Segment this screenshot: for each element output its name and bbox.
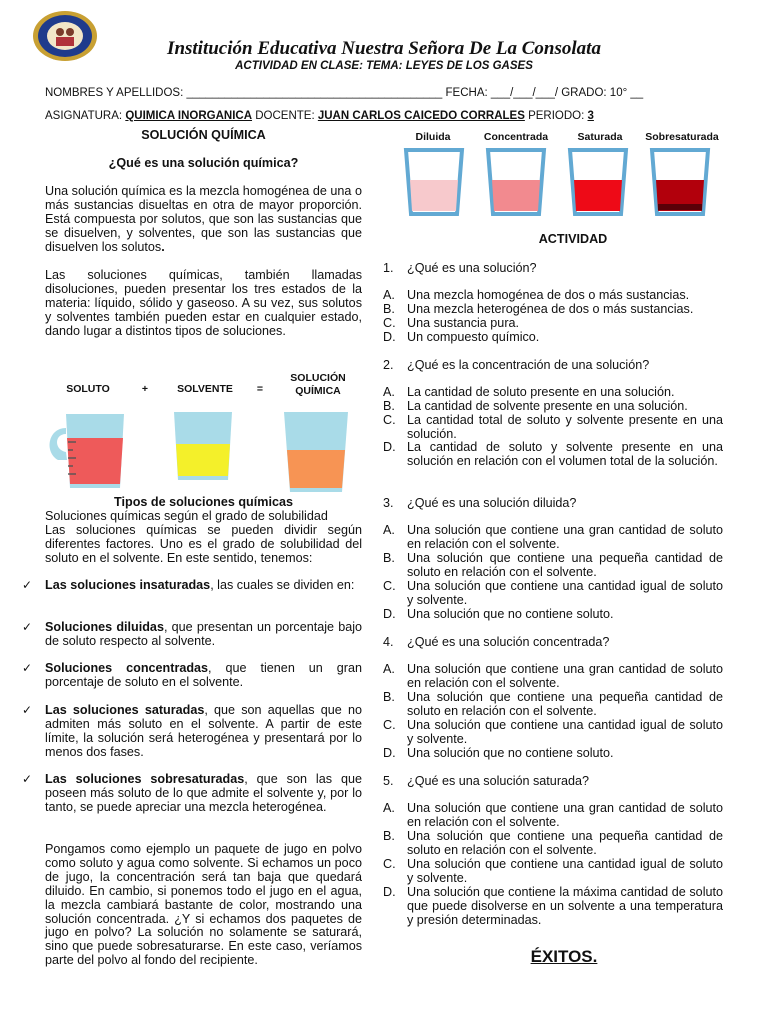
option-letter: D. <box>383 440 396 454</box>
checkmark-icon: ✓ <box>22 661 33 675</box>
paragraph-definition-text: Una solución química es la mezcla homogénea de una o más sustancias disueltas en otra de mayor proporción. Está compuesta por solutos, que son las sustancias que se disuelven, y solventes, que son las sustancias que disuelven los solutos <box>45 184 362 254</box>
question-2 <box>383 359 723 373</box>
item-bold: Soluciones diluidas <box>45 620 164 634</box>
option-text: Una solución que contiene la máxima cantidad de soluto que puede disolverse en un solvente a una temperatura y presión determinadas. <box>407 885 723 927</box>
solution-diagram <box>40 408 360 492</box>
option-text: La cantidad de soluto y solvente presente en una solución en relación con el volumen total de la solución. <box>407 440 723 468</box>
names-label: NOMBRES Y APELLIDOS: <box>45 87 184 99</box>
checkmark-icon: ✓ <box>22 578 33 592</box>
list-item <box>22 621 362 649</box>
option-letter: A. <box>383 385 395 399</box>
item-text: , las cuales se dividen en: <box>210 578 355 592</box>
solvent-glass-icon <box>174 412 232 480</box>
option-text: La cantidad total de soluto y solvente presente en una solución. <box>407 413 723 441</box>
option <box>383 386 723 400</box>
option-letter: A. <box>383 288 395 302</box>
option-letter: A. <box>383 662 395 676</box>
option-text: La cantidad de solvente presente en una solución. <box>407 399 688 413</box>
option-letter: A. <box>383 523 395 537</box>
glass-label-concentrada: Concentrada <box>483 131 549 143</box>
option-text: Una mezcla heterogénea de dos o más sustancias. <box>407 302 694 316</box>
item-bold: Soluciones concentradas <box>45 661 209 675</box>
tipos-heading: Tipos de soluciones químicas <box>114 495 293 509</box>
closing-exitos: ÉXITOS. <box>530 947 598 966</box>
option-text: Una solución que no contiene soluto. <box>407 607 614 621</box>
item-text: , que presentan un porcentaje bajo de soluto respecto al solvente. <box>45 620 363 648</box>
student-info-line <box>45 86 643 100</box>
docente-value: JUAN CARLOS CAICEDO CORRALES <box>317 110 525 122</box>
page-subtitle: ACTIVIDAD EN CLASE: TEMA: LEYES DE LOS GASES <box>235 60 533 72</box>
paragraph-states: Las soluciones químicas, también llamadas disoluciones, pueden presentar los tres estados de la materia: líquido, sólido y gaseoso. A su vez, sus solutos y solventes también pueden estar en cualquier estado, dando lugar a distintos tipos de soluciones. <box>45 268 362 338</box>
periodo-label: PERIODO: <box>528 110 585 122</box>
option <box>383 886 723 928</box>
question-1 <box>383 262 723 276</box>
option <box>383 802 723 830</box>
option-letter: B. <box>383 399 395 413</box>
option-letter: A. <box>383 801 395 815</box>
section-heading-solucion: SOLUCIÓN QUÍMICA <box>141 128 266 142</box>
option-text: Una sustancia pura. <box>407 316 520 330</box>
question-number: 4. <box>383 635 394 649</box>
option <box>383 552 723 580</box>
option <box>383 441 723 469</box>
question-text: ¿Qué es una solución? <box>407 261 537 275</box>
paragraph-definition <box>45 185 362 255</box>
list-item <box>22 579 362 593</box>
option <box>383 747 723 761</box>
option <box>383 608 723 622</box>
option <box>383 830 723 858</box>
label-soluto: SOLUTO <box>66 383 110 395</box>
option <box>383 331 723 345</box>
glass-concentrada-icon <box>488 150 544 214</box>
option-letter: B. <box>383 690 395 704</box>
question-text: ¿Qué es una solución diluida? <box>407 496 577 510</box>
question-4 <box>383 636 723 650</box>
option-letter: B. <box>383 829 395 843</box>
option-letter: C. <box>383 857 396 871</box>
juice-example-paragraph: Pongamos como ejemplo un paquete de jugo en polvo como soluto y agua como solvente. Si echamos un poco de jugo, la concentración será tan baja que quedará diluido. En cambio, si ponemos todo el jugo en el agua, la mezcla cambiará bastante de color, mostrando una solución concentrada. ¿Y si echamos dos paquetes de jugo en polvo? La solución no solamente se saturará, sino que puede sobresaturarse. En este caso, veríamos parte del polvo al fondo del recipiente. <box>45 842 362 968</box>
question-text: ¿Qué es una solución concentrada? <box>407 635 610 649</box>
question-number: 5. <box>383 774 394 788</box>
question-heading: ¿Qué es una solución química? <box>108 156 299 170</box>
option <box>383 289 723 303</box>
glass-label-diluida: Diluida <box>415 131 451 143</box>
option <box>383 400 723 414</box>
option-text: Una solución que contiene una pequeña cantidad de soluto en relación con el solvente. <box>407 551 723 579</box>
glass-label-saturada: Saturada <box>577 131 623 143</box>
option <box>383 663 723 691</box>
option-text: Una solución que contiene una cantidad igual de soluto y solvente. <box>407 857 723 885</box>
checkmark-icon: ✓ <box>22 772 33 786</box>
glass-sobresaturada-icon <box>652 150 708 214</box>
page-title: Institución Educativa Nuestra Señora De La Consolata <box>167 38 601 59</box>
periodo-value: 3 <box>587 110 594 122</box>
checkmark-icon: ✓ <box>22 703 33 717</box>
item-bold: Las soluciones saturadas <box>45 703 205 717</box>
option-text: Una solución que contiene una cantidad igual de soluto y solvente. <box>407 579 723 607</box>
option-letter: D. <box>383 607 396 621</box>
option <box>383 524 723 552</box>
question-5 <box>383 775 723 789</box>
option-text: Un compuesto químico. <box>407 330 540 344</box>
option <box>383 317 723 331</box>
measuring-jug-icon <box>50 414 124 488</box>
tipos-paragraph: Las soluciones químicas se pueden dividir según diferentes factores. Uno es el grado de solubilidad del soluto en el solvente. En este sentido, tenemos: <box>45 523 362 565</box>
option-text: Una solución que contiene una pequeña cantidad de soluto en relación con el solvente. <box>407 690 723 718</box>
label-plus: + <box>141 383 149 395</box>
question-number: 3. <box>383 496 394 510</box>
option-text: Una solución que contiene una gran cantidad de soluto en relación con el solvente. <box>407 801 723 829</box>
concentration-glasses <box>396 146 726 218</box>
question-number: 2. <box>383 358 394 372</box>
solution-glass-icon <box>284 412 348 492</box>
tipos-subheading: Soluciones químicas según el grado de solubilidad <box>45 509 328 523</box>
option <box>383 858 723 886</box>
option-letter: C. <box>383 579 396 593</box>
option <box>383 303 723 317</box>
option-letter: B. <box>383 551 395 565</box>
option <box>383 414 723 442</box>
checkmark-icon: ✓ <box>22 620 33 634</box>
option-text: Una mezcla homogénea de dos o más sustancias. <box>407 288 690 302</box>
option-letter: B. <box>383 302 395 316</box>
course-info-line <box>45 109 594 123</box>
list-item <box>22 704 362 760</box>
asignatura-label: ASIGNATURA: <box>45 110 123 122</box>
question-number: 1. <box>383 261 394 275</box>
names-blank: ________________________________________ <box>186 87 443 99</box>
school-crest-logo <box>32 10 98 62</box>
option-letter: D. <box>383 885 396 899</box>
option <box>383 580 723 608</box>
option-text: Una solución que no contiene soluto. <box>407 746 614 760</box>
label-solucion: SOLUCIÓN QUÍMICA <box>290 372 346 397</box>
option <box>383 719 723 747</box>
option-text: Una solución que contiene una gran cantidad de soluto en relación con el solvente. <box>407 662 723 690</box>
date-grade-fields: FECHA: ___/___/___/ GRADO: 10° __ <box>445 87 644 99</box>
item-bold: Las soluciones sobresaturadas <box>45 772 245 786</box>
option <box>383 691 723 719</box>
item-text: , que son aquellas que no admiten más soluto en el solvente. A partir de este límite, la solución será heterogénea y presentará por lo menos dos fases. <box>45 703 362 759</box>
activity-heading: ACTIVIDAD <box>538 232 608 246</box>
item-bold: Las soluciones insaturadas <box>45 578 211 592</box>
option-letter: C. <box>383 718 396 732</box>
asignatura-value: QUIMICA INORGANICA <box>125 110 253 122</box>
option-letter: D. <box>383 330 396 344</box>
option-letter: C. <box>383 413 396 427</box>
option-text: Una solución que contiene una pequeña cantidad de soluto en relación con el solvente. <box>407 829 723 857</box>
glass-diluida-icon <box>406 150 462 214</box>
question-3 <box>383 497 723 511</box>
glass-saturada-icon <box>570 150 626 214</box>
glass-label-sobresaturada: Sobresaturada <box>645 131 719 143</box>
option-text: La cantidad de soluto presente en una solución. <box>407 385 675 399</box>
option-letter: C. <box>383 316 396 330</box>
docente-label: DOCENTE: <box>255 110 315 122</box>
option-text: Una solución que contiene una gran cantidad de soluto en relación con el solvente. <box>407 523 723 551</box>
item-text: , que tienen un gran porcentaje de soluto en el solvente. <box>45 661 362 689</box>
solution-types-list <box>22 579 362 831</box>
paragraph-definition-end: . <box>161 239 165 254</box>
label-equals: = <box>256 383 264 395</box>
question-text: ¿Qué es la concentración de una solución? <box>407 358 650 372</box>
question-text: ¿Qué es una solución saturada? <box>407 774 590 788</box>
list-item <box>22 773 362 815</box>
list-item <box>22 662 362 690</box>
label-solvente: SOLVENTE <box>177 383 233 395</box>
item-text: , que son las que poseen más soluto de lo que admite el solvente y, por lo tanto, se puede apreciar una mezcla heterogénea. <box>45 772 362 814</box>
option-text: Una solución que contiene una cantidad igual de soluto y solvente. <box>407 718 723 746</box>
option-letter: D. <box>383 746 396 760</box>
